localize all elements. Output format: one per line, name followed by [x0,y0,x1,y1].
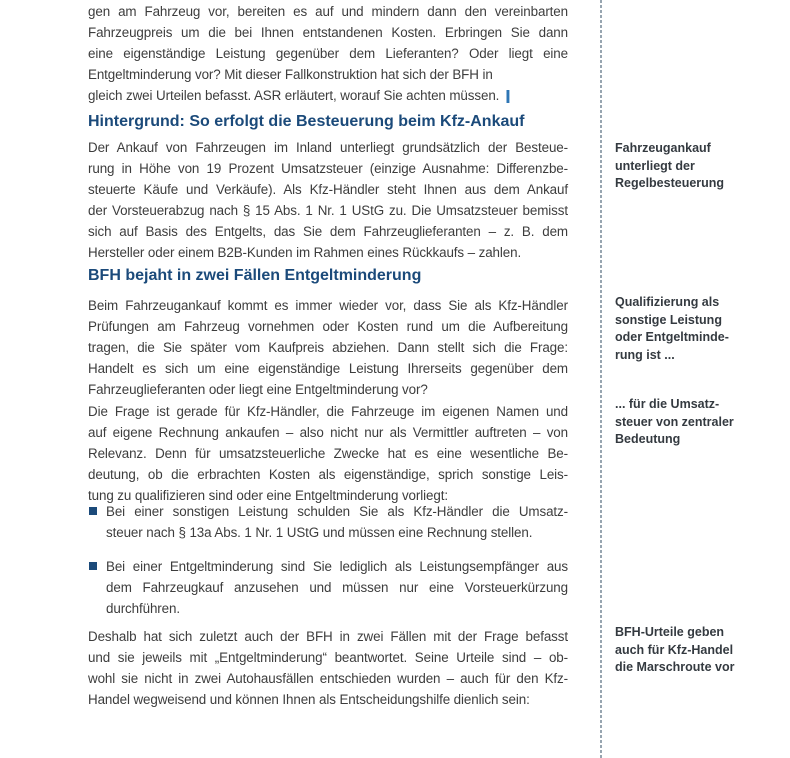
paragraph-regelbesteuerung: Der Ankauf von Fahrzeugen im Inland unterliegt grundsätzlich der Besteue- rung in Höhe von 19 Prozent Umsatzsteuer (einzige Ausnahme: Differenzbe- steuerte Käufe und Verkäufe). Als Kfz-Händler steht Ihnen aus dem Ankauf der Vorsteuerabzug nach § 15 Abs. 1 Nr. 1 UStG zu. Die Umsatzsteuer bemisst sich auf Basis des Entgelts, das Sie dem Fahrzeuglieferanten – z. B. dem Hersteller oder einem B2B-Kunden im Rahmen eines Rückkaufs – zahlen. [88,140,568,260]
paragraph-fahrzeugankauf-frage: Beim Fahrzeugankauf kommt es immer wieder vor, dass Sie als Kfz-Händler Prüfungen am Fahrzeug vornehmen oder Kosten rund um die Aufbereitung tragen, die Sie später vom Kaufpreis abziehen. Dann stellt sich die Frage: Handelt es sich um eine eigenständige Leistung Ihrerseits gegenüber dem Fahrzeuglieferanten oder liegt eine Entgeltminderung vor? [88,298,568,397]
paragraph-bfh-urteile: Deshalb hat sich zuletzt auch der BFH in zwei Fällen mit der Frage befasst und sie jeweils mit „Entgeltminderung“ beantwortet. Seine Urteile sind – ob- wohl sie nicht in zwei Autohausfällen entschieden wurden – auch für den Kfz- Handel wegweisend und können Ihnen als Entscheidungshilfe dienlich sein: [88,629,568,707]
section-heading-bfh-entgeltminderung: BFH bejaht in zwei Fällen Entgeltminderung [88,267,422,284]
margin-note-umsatzsteuer-bedeutung: ... für die Umsatz- steuer von zentraler Bedeutung [615,397,734,446]
bullet-square-icon [89,507,97,515]
margin-notes-column [615,0,765,758]
intro-lines: gen am Fahrzeug vor, bereiten es auf und mindern dann den vereinbarten Fahrzeugpreis um die bei Ihnen entstandenen Kosten. Erbringen Sie dann eine eigenständige Leistung gegenüber dem Lieferanten? Oder liegt eine Entgeltminderung vor? Mit dieser Fallkonstruktion hat sich der BFH in [88,4,568,82]
bullet-item-entgeltminderung [88,556,568,619]
section-heading-hintergrund: Hintergrund: So erfolgt die Besteuerung beim Kfz-Ankauf [88,113,525,130]
column-divider-dotted-rule [600,0,602,758]
bullet-text-entgeltminderung: Bei einer Entgeltminderung sind Sie lediglich als Leistungsempfänger aus dem Fahrzeugkauf anzusehen und müssen nur eine Vorsteuerkürzung durchführen. [106,559,568,616]
paragraph-relevanz: Die Frage ist gerade für Kfz-Händler, die Fahrzeuge im eigenen Namen und auf eigene Rechnung ankaufen – also nicht nur als Vermittler auftreten – von Relevanz. Denn für umsatzsteuerliche Zwecke hat es eine wesentliche Be- deutung, ob die erbrachten Kosten als eigenständige, sprich sonstige Leis- tung zu qualifizieren sind oder eine Entgeltminderung vorliegt: [88,404,568,503]
margin-note-qualifizierung: Qualifizierung als sonstige Leistung oder Entgeltminde- rung ist ... [615,295,729,362]
margin-note-marschroute: BFH-Urteile geben auch für Kfz-Handel die Marschroute vor [615,625,735,674]
bullet-item-sonstige-leistung [88,501,568,543]
bullet-square-icon [89,562,97,570]
intro-last-line [88,85,568,106]
bullet-text-sonstige-leistung: Bei einer sonstigen Leistung schulden Sie als Kfz-Händler die Umsatz- steuer nach § 13a Abs. 1 Nr. 1 UStG und müssen eine Rechnung stellen. [106,504,568,540]
article-end-marker-icon: | [504,88,511,103]
main-text-column [88,0,568,758]
intro-paragraph [88,1,568,106]
margin-note-regelbesteuerung: Fahrzeugankauf unterliegt der Regelbesteuerung [615,141,725,190]
intro-last-line-text: gleich zwei Urteilen befasst. ASR erläutert, worauf Sie achten müssen. [88,88,503,103]
